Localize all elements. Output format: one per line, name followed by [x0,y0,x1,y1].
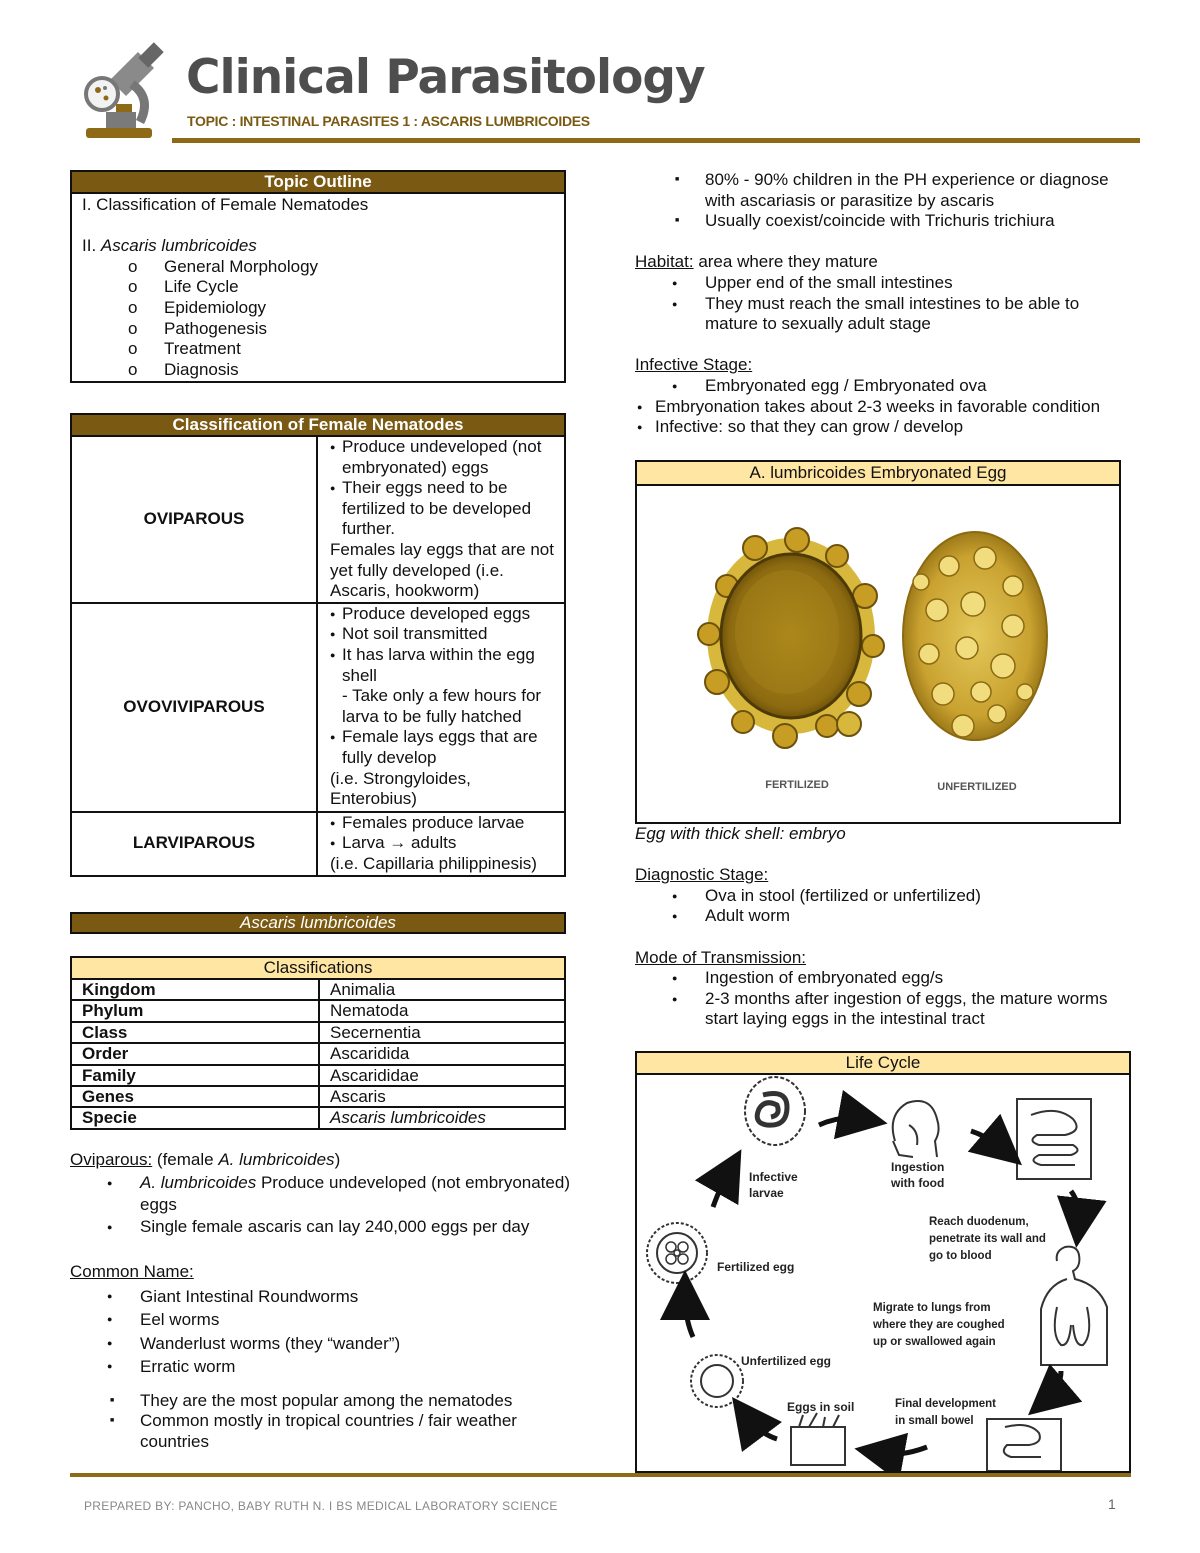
label-duodenum-1: Reach duodenum, [929,1216,1029,1228]
list-item: ● Embryonation takes about 2-3 weeks in favorable condition [635,397,1135,418]
mode-heading: Mode of Transmission: [635,947,807,967]
table-row [71,1000,565,1021]
row-desc [317,603,565,812]
infective-list [635,376,1135,397]
rank-cell: Specie [71,1107,319,1128]
label-with-food: with food [891,1176,945,1190]
label-final-1: Final development [895,1398,996,1410]
row-name: OVOVIVIPAROUS [71,603,317,812]
list-item: ● Erratic worm [70,1355,570,1379]
desc-bullet: ● Produce developed eggs [330,604,554,625]
intestines-icon [1017,1099,1091,1179]
label-infective: Infective [749,1170,798,1184]
outline-subitem: o Epidemiology [82,298,554,319]
common-name-list [70,1285,570,1379]
infective-notes [635,397,1135,438]
infective-larvae-icon [745,1077,805,1145]
table-row [71,1065,565,1086]
list-item: ● Ova in stool (fertilized or unfertilized) [635,886,1135,907]
list-item: ● Infective: so that they can grow / develop [635,417,1135,438]
row-name: LARVIPAROUS [71,812,317,876]
table-row [71,1086,565,1107]
footer-prepared-by: PREPARED BY: PANCHO, BABY RUTH N. I BS MEDICAL LABORATORY SCIENCE [84,1499,558,1513]
footer-divider [70,1473,1131,1477]
rank-cell: Genes [71,1086,319,1107]
value-cell: Ascaridida [319,1043,565,1064]
rank-cell: Order [71,1043,319,1064]
outline-subitem: o General Morphology [82,257,554,278]
common-name-heading: Common Name: [70,1262,194,1281]
taxonomy-table [70,956,566,1130]
outline-subitem: o Pathogenesis [82,319,554,340]
list-item: ● 2-3 months after ingestion of eggs, the mature worms start laying eggs in the intestinal tract [635,989,1135,1030]
ascaris-section-bar: Ascaris lumbricoides [70,912,566,934]
mode-list [635,968,1135,1030]
common-name-notes [70,1391,570,1453]
desc-bullet: ● Larva → adults [330,833,554,854]
desc-note: (i.e. Strongyloides, Enterobius) [330,768,471,809]
label-lungs-3: up or swallowed again [873,1336,996,1348]
list-item: ● Eel worms [70,1308,570,1332]
list-item: ● A. lumbricoides Produce undeveloped (not embryonated) eggs [70,1172,570,1216]
right-column-top [635,170,1135,438]
topic-outline-table [70,170,566,383]
value-cell: Ascaris lumbricoides [319,1107,565,1128]
desc-bullet: ● Their eggs need to be fertilized to be developed further. [330,478,554,540]
egg-figure [635,460,1121,824]
list-item: ■ 80% - 90% children in the PH experience or diagnose with ascariasis or parasitize by ascaris [635,170,1135,211]
list-item: ● Giant Intestinal Roundworms [70,1285,570,1309]
label-unfertilized: Unfertilized egg [741,1354,832,1368]
list-item: ■ Usually coexist/coincide with Trichuris trichiura [635,211,1135,232]
label-lungs-1: Migrate to lungs from [873,1302,991,1314]
desc-note: (i.e. Capillaria philippinesis) [330,853,537,873]
unfertilized-egg-icon [691,1355,743,1407]
unfertilized-label: UNFERTILIZED [937,781,1017,793]
outline-title: Topic Outline [71,171,565,193]
row-desc [317,812,565,876]
label-larvae: larvae [749,1186,784,1200]
human-head-icon [893,1101,939,1157]
list-item: ● Adult worm [635,906,1135,927]
rank-cell: Class [71,1022,319,1043]
list-item: ■ Common mostly in tropical countries / fair weather countries [70,1411,570,1452]
table-row [71,1022,565,1043]
list-item: ● Upper end of the small intestines [635,273,1135,294]
list-item: ■ They are the most popular among the nematodes [70,1391,570,1412]
outline-item: I. Classification of Female Nematodes [82,195,369,214]
desc-note: Females lay eggs that are not yet fully developed (i.e. Ascaris, hookworm) [330,539,554,601]
label-ingestion: Ingestion [891,1160,945,1174]
desc-bullet: ● Female lays eggs that are fully develop [330,727,554,768]
desc-bullet: ● Females produce larvae [330,813,554,834]
list-item: ● Embryonated egg / Embryonated ova [635,376,1135,397]
label-lungs-2: where they are coughed [873,1319,1005,1331]
rank-cell: Family [71,1065,319,1086]
table-row [71,979,565,1000]
fertilized-label: FERTILIZED [765,779,829,791]
header-divider [172,138,1140,143]
desc-note: - Take only a few hours for larva to be fully hatched [342,686,542,726]
value-cell: Secernentia [319,1022,565,1043]
outline-item: II. Ascaris lumbricoides [82,236,257,256]
row-name: OVIPAROUS [71,436,317,603]
label-duodenum-2: penetrate its wall and [929,1233,1046,1245]
label-fertilized: Fertilized egg [717,1260,795,1274]
bowel-worm-icon [987,1419,1061,1471]
value-cell: Ascarididae [319,1065,565,1086]
page-title: Clinical Parasitology [186,50,705,105]
female-nematodes-table [70,413,566,877]
epidemiology-notes [635,170,1135,232]
outline-subitem: o Life Cycle [82,277,554,298]
habitat-list [635,273,1135,335]
outline-subitem: o Diagnosis [82,360,554,381]
diagnostic-list [635,886,1135,927]
human-torso-icon [1041,1247,1107,1365]
life-cycle-title: Life Cycle [637,1053,1129,1075]
list-item: ● Wanderlust worms (they “wander”) [70,1332,570,1356]
table-row [71,1107,565,1128]
habitat-heading: Habitat: area where they mature [635,252,878,272]
egg-caption: Egg with thick shell: embryo [635,824,846,843]
desc-bullet: ● It has larva within the egg shell [330,645,554,686]
desc-bullet: ● Produce undeveloped (not embryonated) eggs [330,437,554,478]
taxonomy-title: Classifications [71,957,565,979]
row-desc [317,436,565,603]
common-name-section [70,1262,570,1452]
fertilized-egg-icon [647,1223,707,1283]
egg-figure-title: A. lumbricoides Embryonated Egg [637,462,1119,486]
value-cell: Nematoda [319,1000,565,1021]
label-duodenum-3: go to blood [929,1250,992,1262]
page-number: 1 [1108,1496,1116,1512]
soil-icon [791,1413,845,1465]
desc-bullet: ● Not soil transmitted [330,624,554,645]
value-cell: Animalia [319,979,565,1000]
table-row [71,1043,565,1064]
list-item: ● Ingestion of embryonated egg/s [635,968,1135,989]
ascaris-egg-image [637,486,1119,822]
outline-body [71,193,565,382]
topic-subtitle: TOPIC : INTESTINAL PARASITES 1 : ASCARIS LUMBRICOIDES [187,113,590,129]
outline-subitem: o Treatment [82,339,554,360]
rank-cell: Kingdom [71,979,319,1000]
classif-title: Classification of Female Nematodes [71,414,565,436]
microscope-icon [78,42,166,142]
value-cell: Ascaris [319,1086,565,1107]
label-eggs-in-soil: Eggs in soil [787,1400,855,1414]
list-item: ● Single female ascaris can lay 240,000 eggs per day [70,1216,570,1238]
life-cycle-figure [635,1051,1131,1473]
oviparous-list [70,1172,570,1238]
oviparous-heading: Oviparous: (female A. lumbricoides) [70,1150,341,1169]
list-item: ● They must reach the small intestines to be able to mature to sexually adult stage [635,294,1135,335]
diagnostic-heading: Diagnostic Stage: [635,865,769,885]
right-column-middle [635,824,1135,1030]
label-final-2: in small bowel [895,1415,974,1427]
rank-cell: Phylum [71,1000,319,1021]
oviparous-section [70,1150,570,1238]
life-cycle-diagram [637,1075,1129,1471]
infective-heading: Infective Stage: [635,355,753,375]
